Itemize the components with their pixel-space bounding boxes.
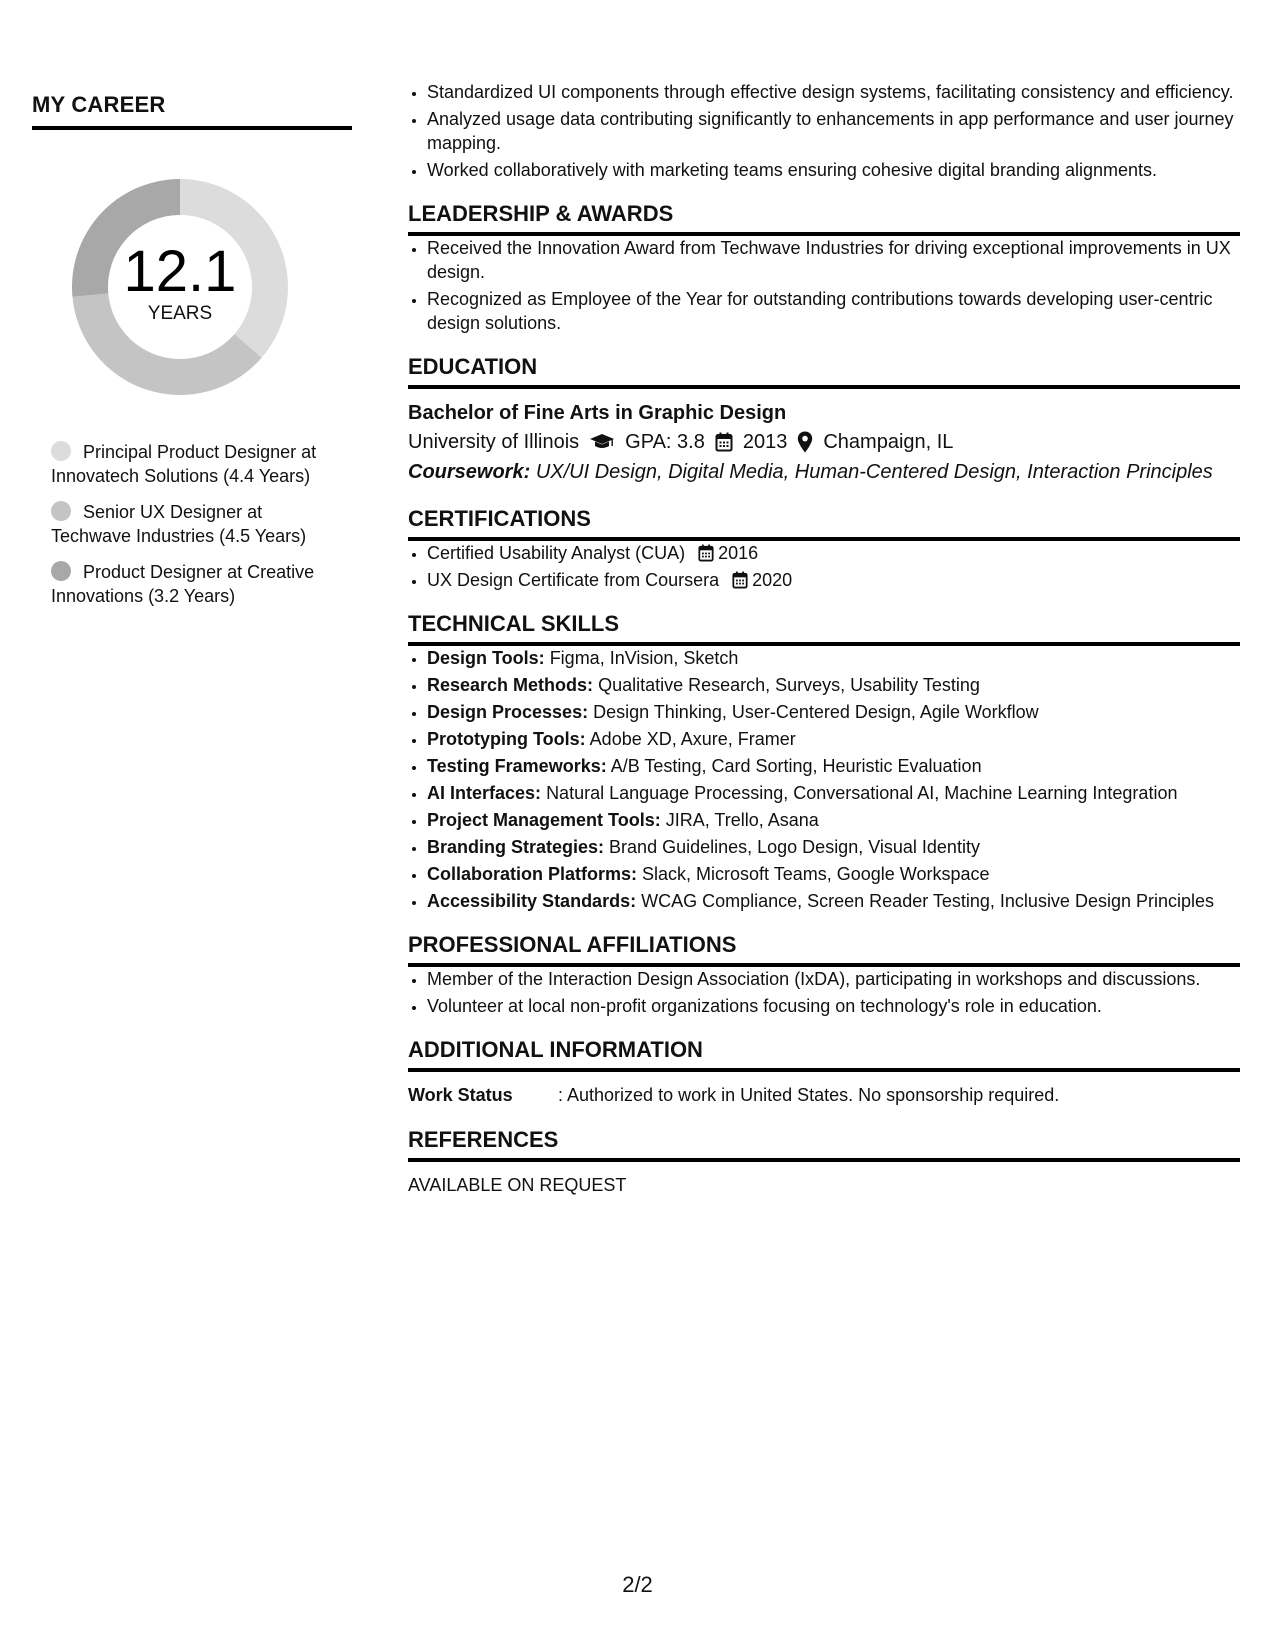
section-title-certifications: CERTIFICATIONS xyxy=(408,505,1240,541)
education-meta xyxy=(408,427,1240,457)
skill-values: Adobe XD, Axure, Framer xyxy=(589,729,796,749)
total-years-unit: YEARS xyxy=(147,303,213,324)
skill-item xyxy=(427,808,1240,832)
skill-values: Design Thinking, User-Centered Design, Agile Workflow xyxy=(593,702,1039,722)
graduation-cap-icon xyxy=(589,433,615,451)
skill-item xyxy=(427,727,1240,751)
skill-category: Collaboration Platforms: xyxy=(427,864,638,884)
section-title-additional: ADDITIONAL INFORMATION xyxy=(408,1036,1240,1072)
skill-values: JIRA, Trello, Asana xyxy=(665,810,819,830)
experience-bullets xyxy=(408,80,1240,182)
skill-category: Project Management Tools: xyxy=(427,810,661,830)
skill-category: Research Methods: xyxy=(427,675,594,695)
references-text: AVAILABLE ON REQUEST xyxy=(408,1175,627,1195)
skill-values: A/B Testing, Card Sorting, Heuristic Evaluation xyxy=(610,756,982,776)
section-title-education: EDUCATION xyxy=(408,353,1240,389)
legend-label: Product Designer at Creative Innovations (3.2 Years) xyxy=(51,562,315,606)
skill-category: Branding Strategies: xyxy=(427,837,605,857)
skill-values: WCAG Compliance, Screen Reader Testing, Inclusive Design Principles xyxy=(641,891,1215,911)
leadership-list xyxy=(408,236,1240,335)
career-title: MY CAREER xyxy=(32,92,352,130)
certifications-list xyxy=(408,541,1240,592)
skill-item xyxy=(427,862,1240,886)
legend-dot xyxy=(51,501,71,521)
work-status-value: : Authorized to work in United States. No sponsorship required. xyxy=(558,1085,1060,1105)
certification-date xyxy=(690,543,758,563)
section-title-references: REFERENCES xyxy=(408,1126,1240,1162)
skill-item xyxy=(427,700,1240,724)
donut-center xyxy=(65,172,295,402)
calendar-icon xyxy=(715,432,733,452)
skill-values: Qualitative Research, Surveys, Usability Testing xyxy=(598,675,980,695)
section-title-leadership: LEADERSHIP & AWARDS xyxy=(408,200,1240,236)
coursework-text: UX/UI Design, Digital Media, Human-Centered Design, Interaction Principles xyxy=(535,461,1213,483)
skill-category: Design Tools: xyxy=(427,648,545,668)
skill-category: Accessibility Standards: xyxy=(427,891,637,911)
map-pin-icon xyxy=(797,431,813,453)
calendar-icon xyxy=(732,571,748,589)
coursework-label: Coursework: xyxy=(408,461,531,483)
skill-item xyxy=(427,781,1240,805)
certification-name: Certified Usability Analyst (CUA) xyxy=(427,543,686,563)
leadership-item: • Received the Innovation Award from Techwave Industries for driving exceptional improvements in UX design. xyxy=(427,236,1240,284)
career-sidebar xyxy=(32,92,352,620)
certification-item xyxy=(427,568,1240,592)
skill-category: Design Processes: xyxy=(427,702,589,722)
experience-bullet: • Analyzed usage data contributing significantly to enhancements in app performance and user journey mapping. xyxy=(427,107,1240,155)
certification-date xyxy=(724,570,792,590)
experience-bullet: • Worked collaboratively with marketing teams ensuring cohesive digital branding alignments. xyxy=(427,158,1240,182)
skill-item xyxy=(427,835,1240,859)
skill-category: Prototyping Tools: xyxy=(427,729,586,749)
education-block xyxy=(408,399,1240,487)
affiliation-item: • Member of the Interaction Design Association (IxDA), participating in workshops and discussions. xyxy=(427,967,1240,991)
skills-list xyxy=(408,646,1240,913)
certification-year: 2016 xyxy=(718,543,759,563)
skill-values: Figma, InVision, Sketch xyxy=(549,648,739,668)
affiliation-item: • Volunteer at local non-profit organizations focusing on technology's role in education. xyxy=(427,994,1240,1018)
career-donut-chart xyxy=(65,172,295,402)
legend-dot xyxy=(51,441,71,461)
legend-item xyxy=(51,500,341,548)
education-year: 2013 xyxy=(742,431,788,453)
certification-name: UX Design Certificate from Coursera xyxy=(427,570,720,590)
legend-item xyxy=(51,440,341,488)
skill-category: AI Interfaces: xyxy=(427,783,542,803)
education-school: University of Illinois xyxy=(408,431,580,453)
career-legend xyxy=(51,440,341,608)
skill-values: Slack, Microsoft Teams, Google Workspace xyxy=(642,864,990,884)
affiliations-list xyxy=(408,967,1240,1018)
skill-category: Testing Frameworks: xyxy=(427,756,607,776)
skill-values: Natural Language Processing, Conversational AI, Machine Learning Integration xyxy=(546,783,1178,803)
page-number: 2/2 xyxy=(622,1572,653,1597)
section-title-affiliations: PROFESSIONAL AFFILIATIONS xyxy=(408,931,1240,967)
legend-label: Senior UX Designer at Techwave Industries (4.5 Years) xyxy=(51,502,307,546)
leadership-item: • Recognized as Employee of the Year for outstanding contributions towards developing user-centric design solutions. xyxy=(427,287,1240,335)
skill-item xyxy=(427,754,1240,778)
legend-item xyxy=(51,560,341,608)
education-degree: Bachelor of Fine Arts in Graphic Design xyxy=(408,402,787,424)
education-location: Champaign, IL xyxy=(823,431,954,453)
work-status-label: Work Status xyxy=(408,1085,513,1105)
certification-item xyxy=(427,541,1240,565)
legend-dot xyxy=(51,561,71,581)
education-coursework xyxy=(408,457,1240,487)
legend-label: Principal Product Designer at Innovatech Solutions (4.4 Years) xyxy=(51,442,317,486)
section-title-skills: TECHNICAL SKILLS xyxy=(408,610,1240,646)
experience-bullet: • Standardized UI components through effective design systems, facilitating consistency and efficiency. xyxy=(427,80,1240,104)
total-years-value: 12.1 xyxy=(123,239,237,304)
certification-year: 2020 xyxy=(752,570,793,590)
calendar-icon xyxy=(698,544,714,562)
skill-values: Brand Guidelines, Logo Design, Visual Identity xyxy=(609,837,980,857)
main-content xyxy=(408,80,1240,1198)
skill-item xyxy=(427,673,1240,697)
skill-item xyxy=(427,646,1240,670)
education-gpa: GPA: 3.8 xyxy=(625,431,705,453)
work-status-row xyxy=(408,1082,1240,1108)
skill-item xyxy=(427,889,1240,913)
